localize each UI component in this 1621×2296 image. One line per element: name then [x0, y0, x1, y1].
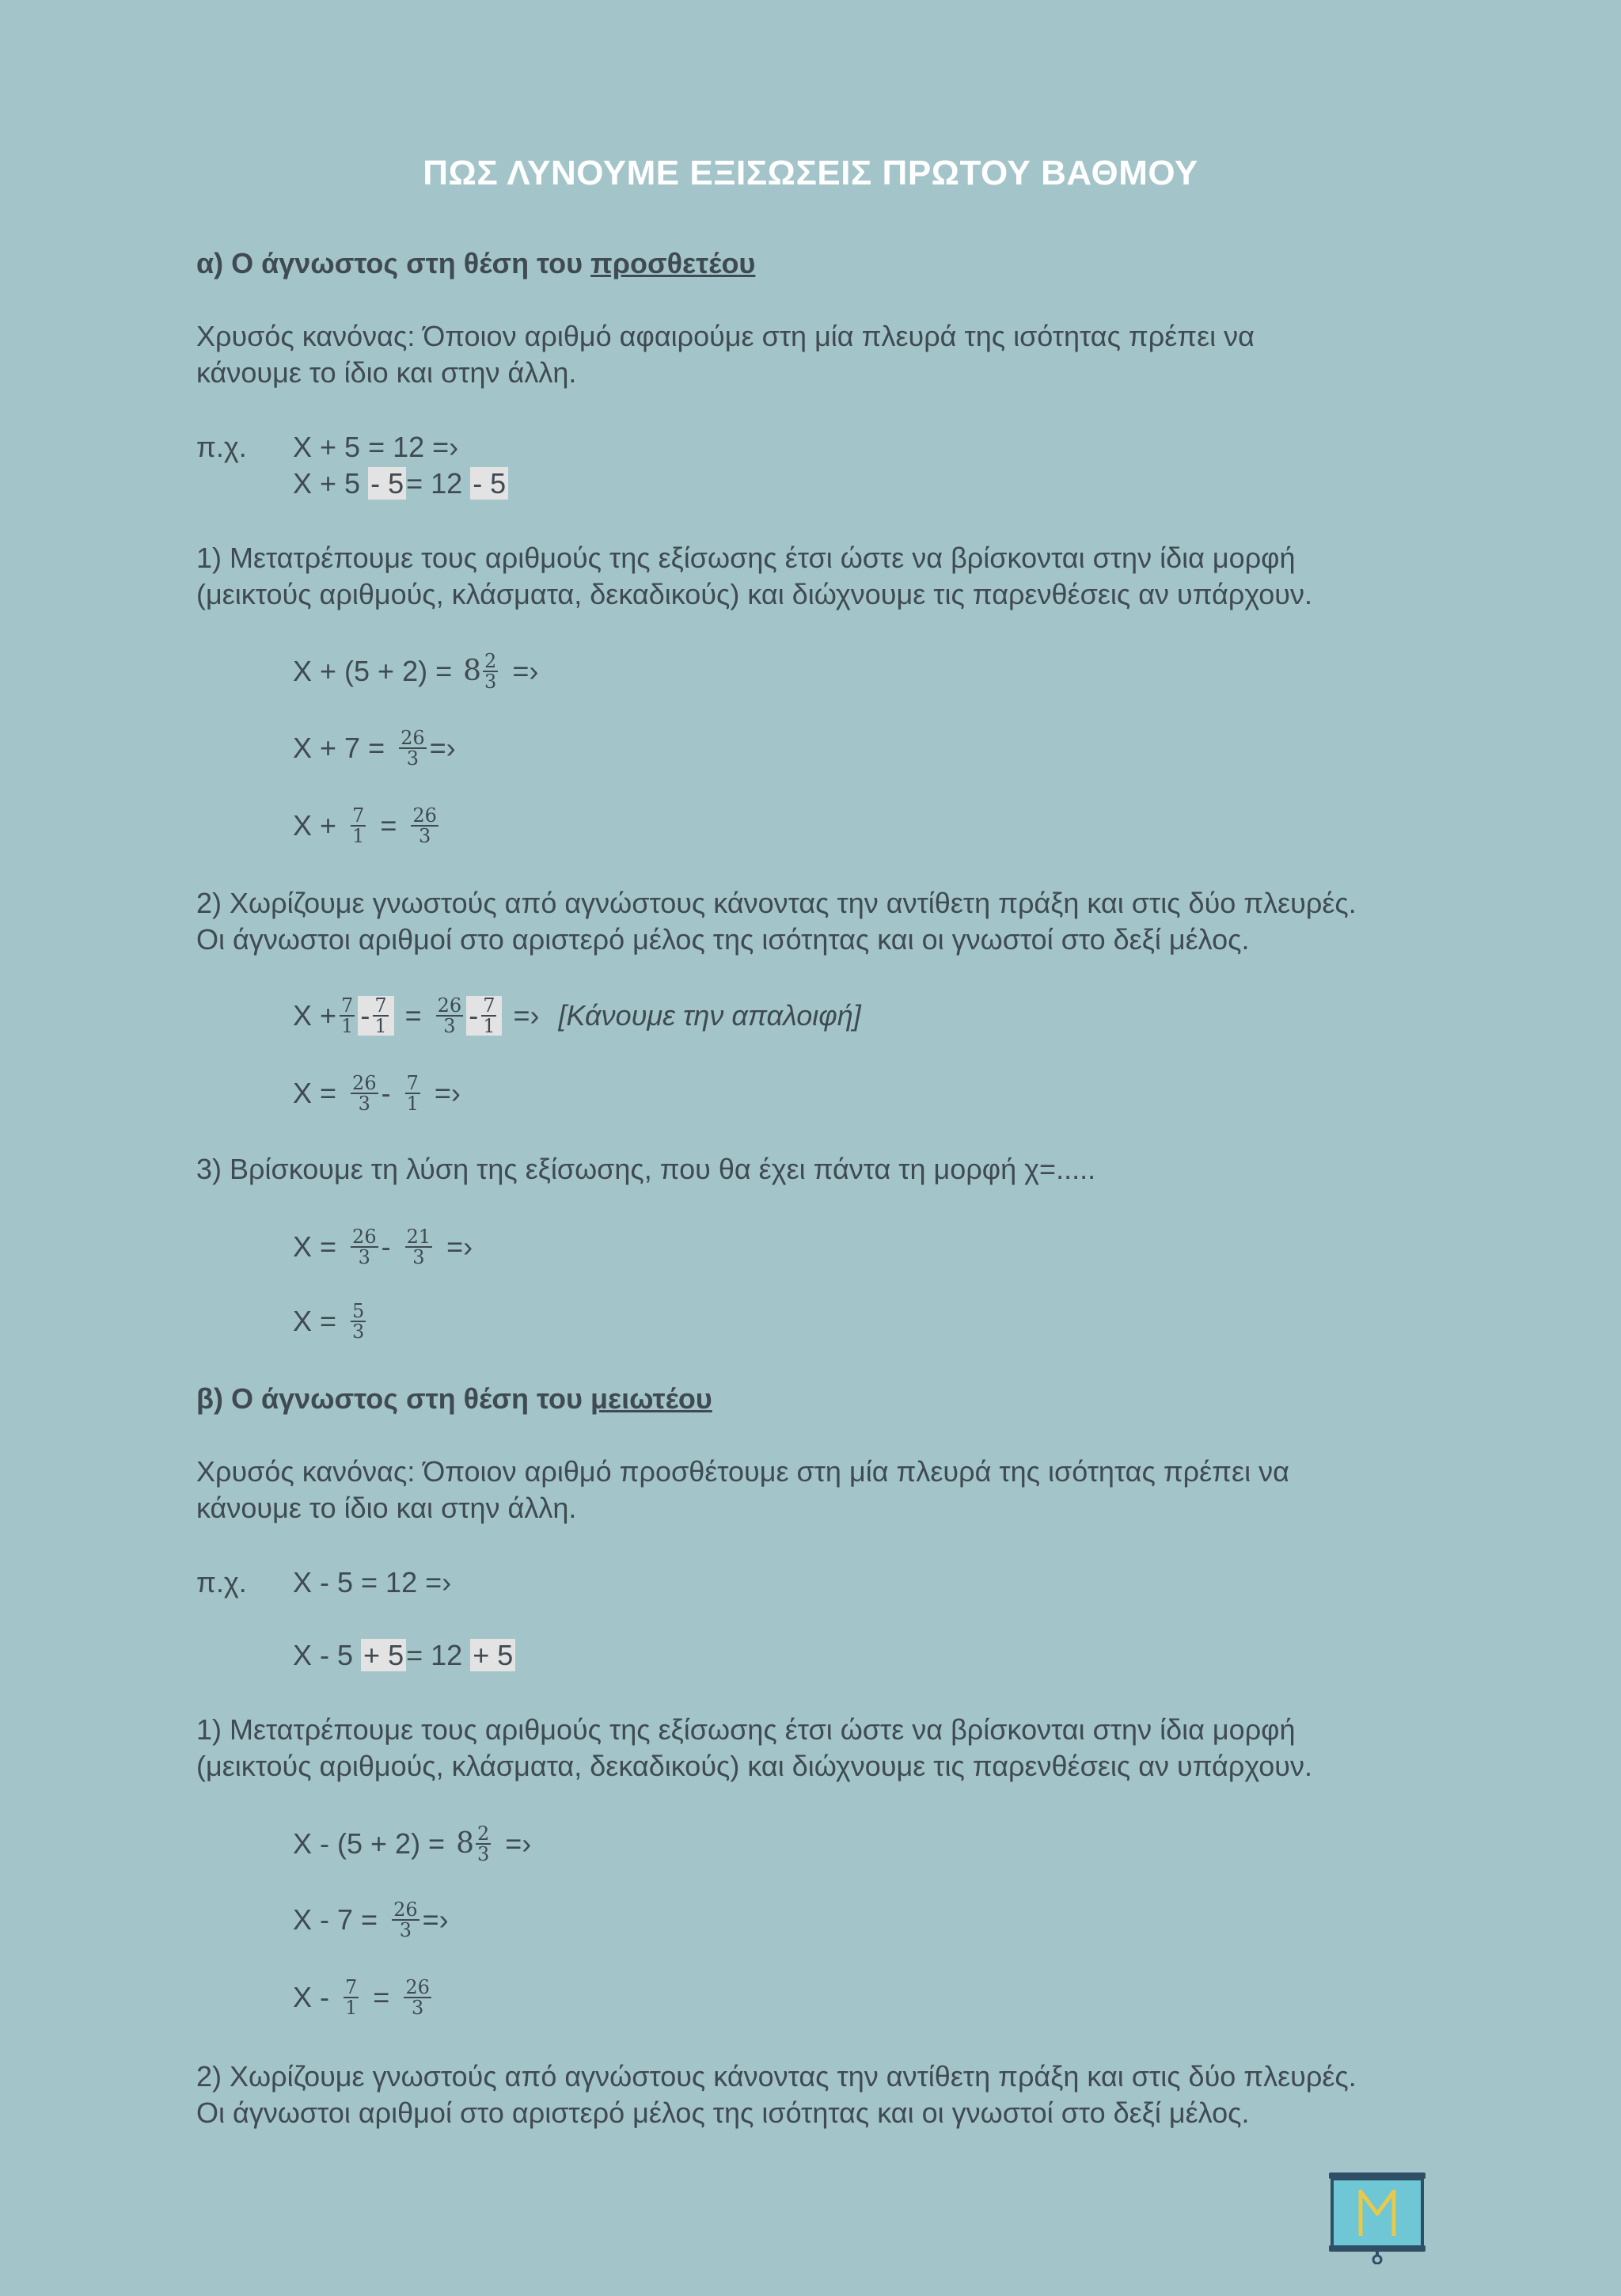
section-a-eg-line1: X + 5 = 12 =›: [293, 431, 459, 463]
denominator: 3: [352, 1321, 365, 1343]
denominator: 3: [399, 1919, 412, 1941]
section-a-equation-4: [293, 996, 861, 1036]
eg2-highlight-1: - 5: [368, 467, 406, 500]
annotation-note: [Κάνουμε την απαλοιφή]: [558, 999, 861, 1032]
numerator: 7: [483, 994, 495, 1017]
eg2-middle: = 12: [406, 467, 463, 500]
fraction: [351, 1302, 366, 1341]
section-a-step3: 3) Βρίσκουμε τη λύση της εξίσωσης, που θα έχει πάντα τη μορφή χ=.....: [196, 1153, 1096, 1185]
eg2-highlight-2: - 5: [470, 467, 508, 500]
numerator: 7: [345, 1976, 358, 1998]
fraction: [411, 806, 438, 846]
eg2-middle: = 12: [406, 1639, 463, 1671]
fraction: [340, 996, 355, 1036]
presentation-board-m-icon: [1326, 2169, 1429, 2264]
fraction: [481, 996, 496, 1036]
eq-left: X +: [293, 809, 337, 842]
section-b-step2-line1: 2) Χωρίζουμε γνωστούς από αγνώστους κάνοντας την αντίθετη πράξη και στις δύο πλευρές.: [196, 2060, 1357, 2093]
numerator: 21: [406, 1226, 431, 1248]
eq-left: X +: [293, 999, 337, 1032]
eq-minus: -: [381, 1077, 391, 1109]
highlight-subtract-left: [358, 996, 393, 1036]
section-a-eg-label: π.χ.: [196, 431, 247, 463]
numerator: 2: [484, 650, 497, 672]
eq-arrow: =›: [434, 1077, 461, 1109]
numerator: 26: [352, 1072, 377, 1094]
eq-left: X + 7 =: [293, 732, 385, 764]
eg2-left: X - 5: [293, 1639, 354, 1671]
section-a-equation-5: [293, 1074, 461, 1113]
section-b-heading-word: μειωτέου: [590, 1382, 712, 1415]
fraction: [483, 652, 498, 691]
numerator: 26: [437, 994, 462, 1017]
denominator: 3: [476, 1843, 490, 1865]
denominator: 1: [374, 1015, 387, 1037]
section-a-heading-word: προσθετέου: [590, 247, 756, 279]
section-a-step1-line2: (μεικτούς αριθμούς, κλάσματα, δεκαδικούς) και διώχνουμε τις παρενθέσεις αν υπάρχουν.: [196, 578, 1312, 610]
fraction: [405, 1227, 433, 1267]
denominator: 3: [418, 825, 431, 847]
section-a-step1-line1: 1) Μετατρέπουμε τους αριθμούς της εξίσωσης έτσι ώστε να βρίσκονται στην ίδια μορφή: [196, 542, 1296, 574]
section-a-heading: [196, 245, 755, 282]
eq-left: X - (5 + 2) =: [293, 1827, 446, 1860]
eq-minus: -: [360, 999, 370, 1032]
eq-left: X =: [293, 1077, 337, 1109]
numerator: 26: [401, 727, 425, 749]
section-a-equation-3: [293, 806, 442, 846]
section-a-equation-7: [293, 1302, 369, 1341]
section-b-rule-line1: Χρυσός κανόνας: Όποιον αριθμό προσθέτουμε στη μία πλευρά της ισότητας πρέπει να: [196, 1455, 1289, 1488]
section-b-equation-2: [293, 1900, 449, 1940]
numerator: 26: [393, 1899, 418, 1921]
eq-arrow: =›: [422, 1903, 449, 1936]
fraction: [351, 806, 366, 846]
highlight-subtract-right: [466, 996, 502, 1036]
eq-minus: -: [469, 999, 479, 1032]
denominator: 3: [358, 1093, 370, 1115]
section-b-heading: [196, 1381, 712, 1417]
fraction: [351, 1074, 378, 1113]
mixed-whole: 8: [456, 1827, 474, 1860]
denominator: 3: [484, 671, 497, 693]
numerator: 26: [412, 804, 437, 827]
numerator: 7: [374, 994, 387, 1017]
denominator: 1: [341, 1015, 354, 1037]
section-a-equation-6: [293, 1227, 473, 1267]
denominator: 1: [345, 1997, 358, 2019]
section-a-equation-1: [293, 652, 538, 691]
section-a-step2-line1: 2) Χωρίζουμε γνωστούς από αγνώστους κάνοντας την αντίθετη πράξη και στις δύο πλευρές.: [196, 887, 1357, 919]
numerator: 7: [406, 1072, 419, 1094]
fraction: [392, 1900, 419, 1940]
numerator: 26: [405, 1976, 430, 1998]
eq-left: X =: [293, 1230, 337, 1263]
fraction: [405, 1074, 420, 1113]
denominator: 1: [406, 1093, 419, 1115]
eq-equals: =: [373, 1981, 390, 2013]
section-b-heading-prefix: β) Ο άγνωστος στη θέση του: [196, 1382, 590, 1415]
eg2-highlight-1: + 5: [361, 1639, 406, 1671]
denominator: 3: [411, 1997, 424, 2019]
eq-minus: -: [381, 1230, 391, 1263]
eq-equals: =: [380, 809, 397, 842]
numerator: 7: [341, 994, 354, 1017]
section-a-heading-prefix: α) Ο άγνωστος στη θέση του: [196, 247, 591, 279]
section-b-eg-label: π.χ.: [196, 1566, 247, 1598]
section-a-rule-line2: κάνουμε το ίδιο και στην άλλη.: [196, 356, 577, 389]
eq-left: X -: [293, 1981, 330, 2013]
section-a-equation-2: [293, 728, 456, 768]
numerator: 26: [352, 1226, 377, 1248]
numerator: 7: [352, 804, 365, 827]
section-b-step1-line1: 1) Μετατρέπουμε τους αριθμούς της εξίσωσης έτσι ώστε να βρίσκονται στην ίδια μορφή: [196, 1713, 1296, 1746]
section-a-rule-line1: Χρυσός κανόνας: Όποιον αριθμό αφαιρούμε στη μία πλευρά της ισότητας πρέπει να: [196, 320, 1255, 352]
fraction: [476, 1824, 491, 1864]
section-b-step1-line2: (μεικτούς αριθμούς, κλάσματα, δεκαδικούς) και διώχνουμε τις παρενθέσεις αν υπάρχουν.: [196, 1750, 1312, 1782]
denominator: 3: [412, 1246, 425, 1268]
section-b-equation-3: [293, 1978, 435, 2017]
section-a-eg-line2: [293, 466, 508, 502]
numerator: 2: [476, 1823, 490, 1845]
eq-arrow: =›: [512, 655, 539, 687]
denominator: 3: [406, 747, 419, 770]
eq-arrow: =›: [446, 1230, 473, 1263]
section-b-rule-line2: κάνουμε το ίδιο και στην άλλη.: [196, 1492, 577, 1524]
numerator: 5: [352, 1300, 365, 1322]
eq-left: X + (5 + 2) =: [293, 655, 453, 687]
section-b-step2-line2: Οι άγνωστοι αριθμοί στο αριστερό μέλος της ισότητας και οι γνωστοί στο δεξί μέλος.: [196, 2096, 1250, 2129]
denominator: 1: [483, 1015, 495, 1037]
eq-left: X =: [293, 1305, 337, 1337]
eq-arrow: =›: [505, 1827, 532, 1860]
eg2-highlight-2: + 5: [470, 1639, 515, 1671]
fraction: [373, 996, 388, 1036]
eq-left: X - 7 =: [293, 1903, 378, 1936]
section-b-eg-line1: X - 5 = 12 =›: [293, 1566, 452, 1598]
fraction: [404, 1978, 431, 2017]
mixed-whole: 8: [463, 655, 482, 687]
fraction: [344, 1978, 359, 2017]
fraction: [351, 1227, 378, 1267]
eq-arrow: =›: [429, 732, 456, 764]
mixed-number: [456, 1824, 494, 1864]
mixed-number: [463, 652, 501, 691]
section-a-step2-line2: Οι άγνωστοι αριθμοί στο αριστερό μέλος της ισότητας και οι γνωστοί στο δεξί μέλος.: [196, 923, 1250, 956]
denominator: 3: [443, 1015, 456, 1037]
fraction: [399, 728, 427, 768]
denominator: 1: [352, 825, 365, 847]
eg2-left: X + 5: [293, 467, 361, 500]
page-title: ΠΩΣ ΛΥΝΟΥΜΕ ΕΞΙΣΩΣΕΙΣ ΠΡΩΤΟΥ ΒΑΘΜΟΥ: [423, 154, 1198, 192]
eq-equals: =: [404, 999, 422, 1032]
fraction: [436, 996, 464, 1036]
section-b-eg-line2: [293, 1637, 515, 1674]
section-b-equation-1: [293, 1824, 531, 1864]
eq-arrow: =›: [513, 999, 540, 1032]
denominator: 3: [358, 1246, 370, 1268]
